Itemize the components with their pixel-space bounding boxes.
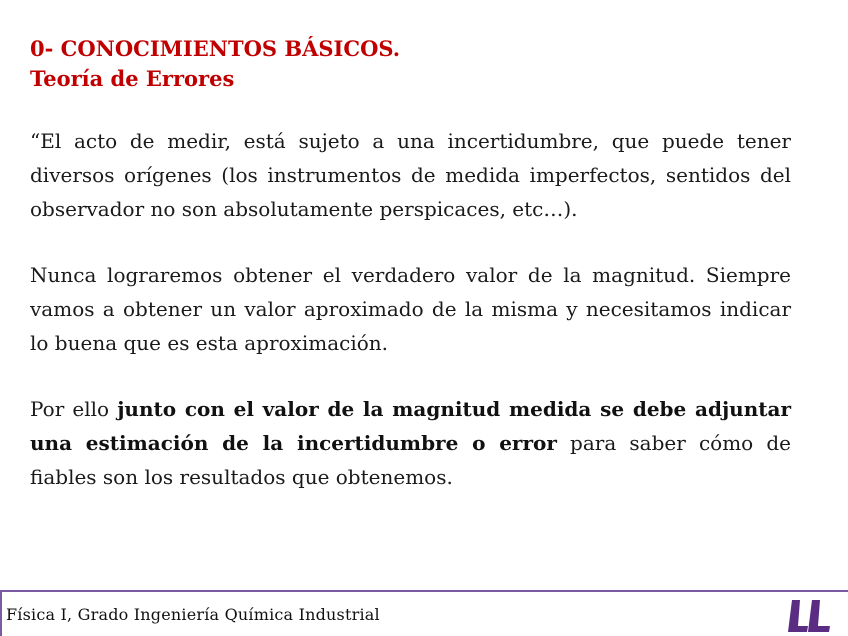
title-line-1: 0- CONOCIMIENTOS BÁSICOS. (30, 36, 401, 61)
footer-left-border (0, 590, 2, 636)
slide-title (30, 34, 400, 94)
paragraph-3 (30, 392, 791, 494)
footer-course-label: Física I, Grado Ingeniería Química Industrial (6, 605, 380, 624)
paragraph-3-start: Por ello (30, 397, 118, 421)
university-logo-icon (786, 596, 834, 634)
footer-divider (0, 590, 848, 592)
slide-body (30, 124, 791, 526)
paragraph-2: Nunca lograremos obtener el verdadero valor de la magnitud. Siempre vamos a obtener un valor aproximado de la misma y necesitamos indicar lo buena que es esta aproximación. (30, 263, 791, 355)
paragraph-3-emphasis: junto con el valor de la magnitud medida se debe adjuntar una estimación de la incertidumbre o error (30, 397, 791, 455)
paragraph-3-end: para saber cómo de fiables son los resultados que obtenemos. (30, 431, 792, 489)
paragraph-1: “El acto de medir, está sujeto a una incertidumbre, que puede tener diversos orígenes (los instrumentos de medida imperfectos, sentidos del observador no son absolutamente perspicaces, etc…). (30, 129, 791, 221)
title-line-2: Teoría de Errores (30, 66, 235, 91)
